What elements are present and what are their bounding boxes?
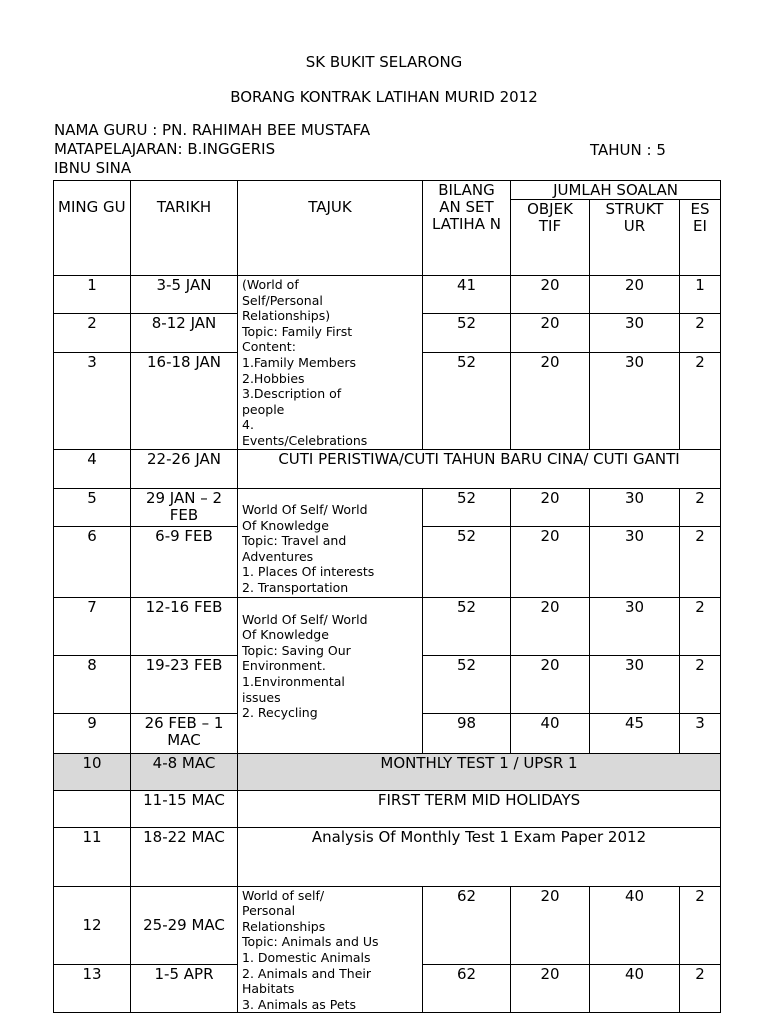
table-row bbox=[54, 827, 721, 886]
test-note: MONTHLY TEST 1 / UPSR 1 bbox=[238, 753, 721, 790]
date-cell: 22-26 JAN bbox=[131, 449, 238, 488]
week-cell: 6 bbox=[54, 526, 131, 597]
table-row bbox=[54, 790, 721, 827]
date-cell: 3-5 JAN bbox=[131, 276, 238, 314]
esei-cell: 2 bbox=[680, 964, 721, 1012]
date-cell: 18-22 MAC bbox=[131, 827, 238, 886]
week-cell: 4 bbox=[54, 449, 131, 488]
date-cell: 12-16 FEB bbox=[131, 597, 238, 655]
sets-cell: 52 bbox=[423, 488, 511, 526]
struktur-cell: 30 bbox=[590, 314, 680, 353]
week-cell: 13 bbox=[54, 964, 131, 1012]
date-cell: 26 FEB – 1 MAC bbox=[131, 713, 238, 753]
date-cell: 11-15 MAC bbox=[131, 790, 238, 827]
esei-cell: 2 bbox=[680, 488, 721, 526]
col-esei-header: ES EI bbox=[680, 200, 721, 276]
sets-cell: 52 bbox=[423, 597, 511, 655]
sets-cell: 52 bbox=[423, 526, 511, 597]
struktur-cell: 20 bbox=[590, 276, 680, 314]
objektif-cell: 20 bbox=[511, 964, 590, 1012]
date-cell: 25-29 MAC bbox=[131, 886, 238, 964]
teacher-name: NAMA GURU : PN. RAHIMAH BEE MUSTAFA bbox=[54, 121, 371, 139]
col-bilangan-header: BILANG AN SET LATIHA N bbox=[423, 181, 511, 276]
table-row bbox=[54, 276, 721, 314]
topic-cell: World Of Self/ World Of Knowledge Topic: Travel and Adventures 1. Places Of interests 2. Transportation bbox=[238, 488, 423, 597]
objektif-cell: 40 bbox=[511, 713, 590, 753]
esei-cell: 2 bbox=[680, 353, 721, 449]
col-minggu-header: MING GU bbox=[54, 181, 131, 276]
week-cell: 2 bbox=[54, 314, 131, 353]
struktur-cell: 30 bbox=[590, 526, 680, 597]
class-name: IBNU SINA bbox=[54, 159, 132, 177]
esei-cell: 2 bbox=[680, 655, 721, 713]
objektif-cell: 20 bbox=[511, 597, 590, 655]
date-cell: 4-8 MAC bbox=[131, 753, 238, 790]
table-row bbox=[54, 886, 721, 964]
col-objektif-header: OBJEK TIF bbox=[511, 200, 590, 276]
table-row bbox=[54, 449, 721, 488]
objektif-cell: 20 bbox=[511, 314, 590, 353]
form-title: BORANG KONTRAK LATIHAN MURID 2012 bbox=[230, 88, 538, 106]
holiday-note: FIRST TERM MID HOLIDAYS bbox=[238, 790, 721, 827]
esei-cell: 2 bbox=[680, 314, 721, 353]
sets-cell: 41 bbox=[423, 276, 511, 314]
struktur-cell: 30 bbox=[590, 488, 680, 526]
date-cell: 8-12 JAN bbox=[131, 314, 238, 353]
objektif-cell: 20 bbox=[511, 353, 590, 449]
esei-cell: 3 bbox=[680, 713, 721, 753]
objektif-cell: 20 bbox=[511, 655, 590, 713]
week-cell: 10 bbox=[54, 753, 131, 790]
objektif-cell: 20 bbox=[511, 276, 590, 314]
week-cell: 7 bbox=[54, 597, 131, 655]
struktur-cell: 30 bbox=[590, 655, 680, 713]
date-cell: 19-23 FEB bbox=[131, 655, 238, 713]
school-name: SK BUKIT SELARONG bbox=[305, 53, 463, 71]
subject-name: MATAPELAJARAN: B.INGGERIS bbox=[54, 140, 276, 158]
struktur-cell: 40 bbox=[590, 886, 680, 964]
esei-cell: 2 bbox=[680, 526, 721, 597]
week-cell: 9 bbox=[54, 713, 131, 753]
date-cell: 1-5 APR bbox=[131, 964, 238, 1012]
date-cell: 6-9 FEB bbox=[131, 526, 238, 597]
struktur-cell: 30 bbox=[590, 353, 680, 449]
week-cell bbox=[54, 790, 131, 827]
objektif-cell: 20 bbox=[511, 886, 590, 964]
sets-cell: 98 bbox=[423, 713, 511, 753]
objektif-cell: 20 bbox=[511, 526, 590, 597]
col-tajuk-header: TAJUK bbox=[238, 181, 423, 276]
topic-cell: (World of Self/Personal Relationships) Topic: Family First Content: 1.Family Members 2.Hobbies 3.Description of people 4. Events/Celebrations bbox=[238, 276, 423, 450]
col-struktur-header: STRUKT UR bbox=[590, 200, 680, 276]
col-tarikh-header: TARIKH bbox=[131, 181, 238, 276]
header-row bbox=[54, 181, 721, 200]
year-label: TAHUN : 5 bbox=[590, 141, 666, 159]
esei-cell: 1 bbox=[680, 276, 721, 314]
week-cell: 1 bbox=[54, 276, 131, 314]
sets-cell: 62 bbox=[423, 964, 511, 1012]
objektif-cell: 20 bbox=[511, 488, 590, 526]
holiday-note: CUTI PERISTIWA/CUTI TAHUN BARU CINA/ CUTI GANTI bbox=[238, 449, 721, 488]
date-cell: 16-18 JAN bbox=[131, 353, 238, 449]
table-row bbox=[54, 488, 721, 526]
sets-cell: 52 bbox=[423, 353, 511, 449]
sets-cell: 52 bbox=[423, 655, 511, 713]
contract-table bbox=[53, 180, 721, 1013]
esei-cell: 2 bbox=[680, 597, 721, 655]
struktur-cell: 45 bbox=[590, 713, 680, 753]
sets-cell: 52 bbox=[423, 314, 511, 353]
col-jumlah-header: JUMLAH SOALAN bbox=[511, 181, 721, 200]
week-cell: 11 bbox=[54, 827, 131, 886]
table-row bbox=[54, 753, 721, 790]
struktur-cell: 40 bbox=[590, 964, 680, 1012]
week-cell: 12 bbox=[54, 886, 131, 964]
topic-cell: World of self/ Personal Relationships Topic: Animals and Us 1. Domestic Animals 2. Animals and Their Habitats 3. Animals as Pets bbox=[238, 886, 423, 1013]
date-cell: 29 JAN – 2 FEB bbox=[131, 488, 238, 526]
sets-cell: 62 bbox=[423, 886, 511, 964]
struktur-cell: 30 bbox=[590, 597, 680, 655]
analysis-note: Analysis Of Monthly Test 1 Exam Paper 2012 bbox=[238, 827, 721, 886]
week-cell: 5 bbox=[54, 488, 131, 526]
week-cell: 3 bbox=[54, 353, 131, 449]
week-cell: 8 bbox=[54, 655, 131, 713]
topic-cell: World Of Self/ World Of Knowledge Topic: Saving Our Environment. 1.Environmental issues 2. Recycling bbox=[238, 597, 423, 753]
esei-cell: 2 bbox=[680, 886, 721, 964]
table-row bbox=[54, 597, 721, 655]
